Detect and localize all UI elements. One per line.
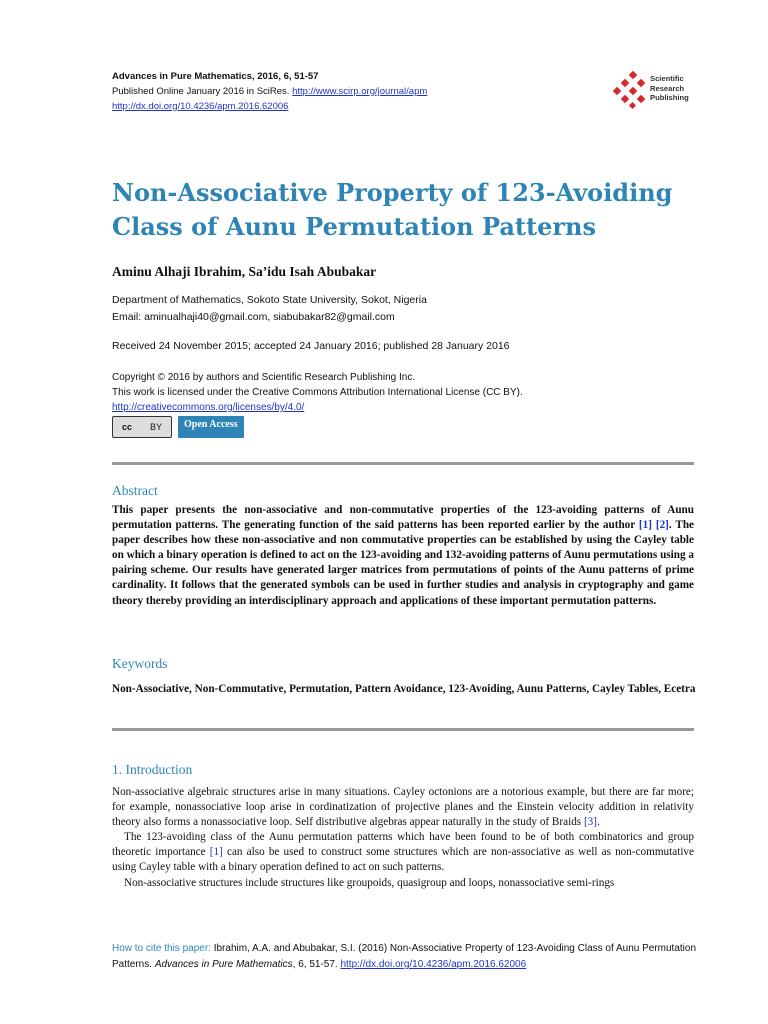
open-access-badge: Open Access	[178, 416, 244, 438]
citation-link[interactable]: [3]	[583, 816, 597, 829]
scirp-logo-text: Scientific Research Publishing	[650, 74, 689, 102]
license-badges	[112, 416, 244, 438]
keywords-text: Non-Associative, Non-Commutative, Permutation, Pattern Avoidance, 123-Avoiding, Aunu Patterns, Cayley Tables, Ecetra	[112, 683, 696, 695]
authors: Aminu Alhaji Ibrahim, Sa’idu Isah Abubakar	[112, 264, 377, 279]
journal-header	[112, 69, 427, 114]
citation-link[interactable]: [2]	[655, 519, 669, 532]
affiliation: Department of Mathematics, Sokoto State University, Sokot, Nigeria	[112, 294, 427, 306]
affiliation-block	[112, 292, 427, 326]
paragraph: Non-associative structures include structures like groupoids, quasigroup and loops, nonassociative semi-rings	[124, 876, 615, 889]
keywords-heading: Keywords	[112, 656, 168, 671]
cc-by-badge-icon[interactable]: cc BY	[112, 416, 172, 438]
divider	[112, 728, 694, 731]
doi-link[interactable]: http://dx.doi.org/10.4236/apm.2016.62006	[112, 101, 289, 112]
journal-citation: Advances in Pure Mathematics, 2016, 6, 51-57	[112, 71, 319, 82]
email: Email: aminualhaji40@gmail.com, siabubakar82@gmail.com	[112, 311, 395, 323]
abstract-heading: Abstract	[112, 483, 158, 498]
divider	[112, 462, 694, 465]
copyright-block: Copyright © 2016 by authors and Scientific Research Publishing Inc. This work is licensed under the Creative Commons Attribution International License (CC BY). http://creativecommons.org/licenses/by/4.0/	[112, 372, 523, 413]
introduction-text	[112, 785, 694, 891]
published-line: Published Online January 2016 in SciRes. http://www.scirp.org/journal/apm	[112, 86, 428, 97]
license-link[interactable]: http://creativecommons.org/licenses/by/4.0/	[112, 402, 305, 413]
paper-title: Non-Associative Property of 123-Avoiding Class of Aunu Permutation Patterns	[112, 178, 673, 241]
publication-dates: Received 24 November 2015; accepted 24 January 2016; published 28 January 2016	[112, 340, 510, 352]
journal-link[interactable]: http://www.scirp.org/journal/apm	[292, 86, 428, 97]
paragraph: The 123-avoiding class of the Aunu permutation patterns which have been found to be of both combinatorics and group theoretic importance [1] can also be used to construct some structures which are non-associative as well as non-commutative using Cayley table with a binary operation defined to act on such patterns.	[112, 831, 694, 874]
doi-link[interactable]: http://dx.doi.org/10.4236/apm.2016.62006	[340, 959, 527, 970]
how-to-cite: How to cite this paper: Ibrahim, A.A. and Abubakar, S.I. (2016) Non-Associative Property of 123-Avoiding Class of Aunu Permutation Patterns. Advances in Pure Mathematics, 6, 51-57. http://dx.doi.org/10.4236/apm.2016.62006	[112, 943, 697, 970]
citation-link[interactable]: [1]	[638, 519, 652, 532]
citation-link[interactable]: [1]	[209, 846, 223, 859]
paragraph: Non-associative algebraic structures arise in many situations. Cayley octonions are a notorious example, but there are far more; for example, nonassociative loop arise in cordinatization of projective planes and the Einstein velocity addition in relativity theory also forms a nonassociative loop. Self distributive algebras appear naturally in the study of Braids [3].	[112, 786, 694, 829]
scirp-logo-icon	[613, 70, 653, 110]
section-heading: 1. Introduction	[112, 762, 193, 777]
abstract-text: This paper presents the non-associative and non-commutative properties of the 123-avoiding patterns of Aunu permutation patterns. The generating function of the said patterns has been reported earlier by the author [1] [2]. The paper describes how these non-associative and non commutative properties can be established by using the Cayley table on which a binary operation is defined to act on the 123-avoiding and 132-avoiding patterns of Aunu permutations using a pairing scheme. Our results have generated larger matrices from permutations of points of the Aunu patterns of prime cardinality. It follows that the generated symbols can be used in further studies and analysis in cryptography and game theory thereby providing an interdisciplinary approach and applications of these important permutation patterns.	[112, 504, 695, 607]
